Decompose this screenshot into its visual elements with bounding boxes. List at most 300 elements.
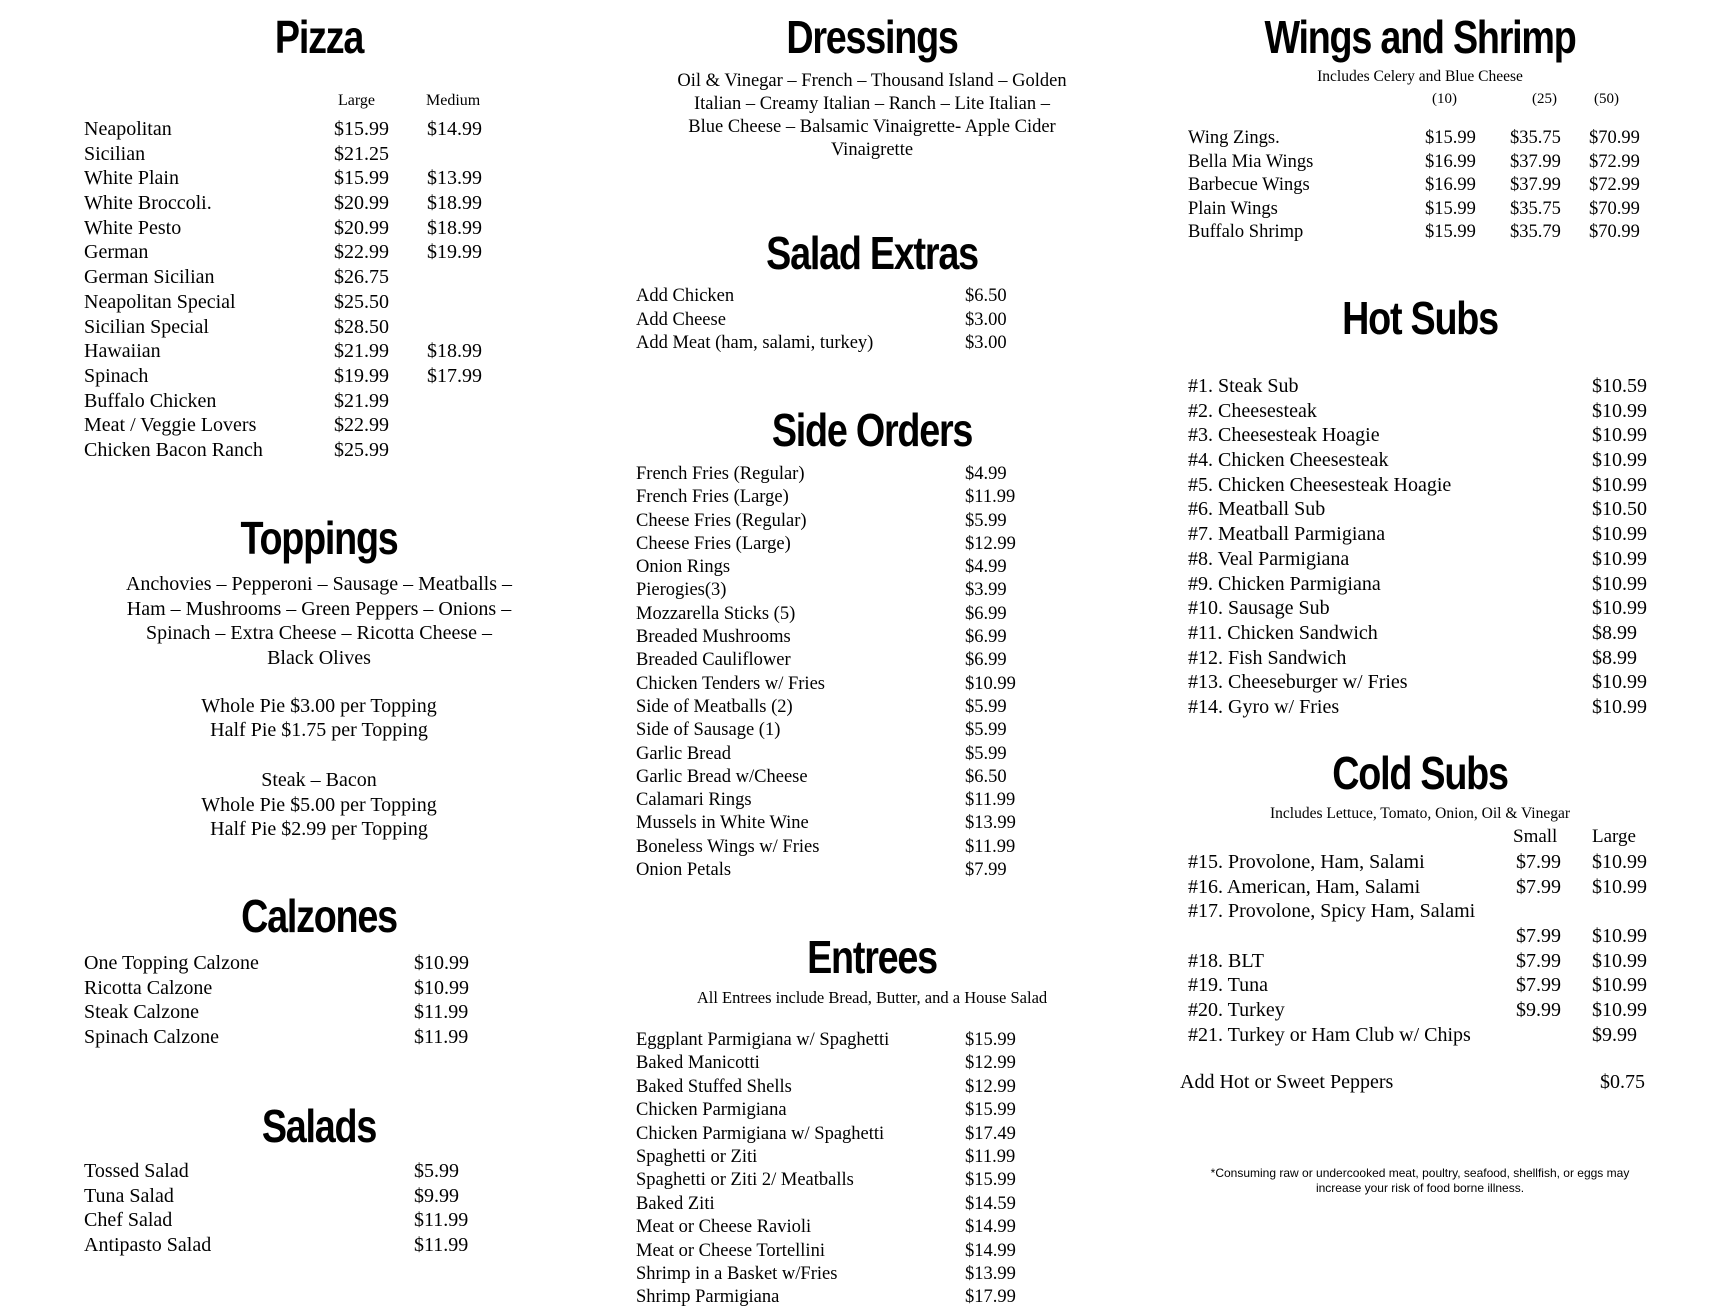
entree-item <box>632 1077 1112 1100</box>
pizza-medium-price: $18.99 <box>427 216 482 239</box>
entree-name: Baked Ziti <box>636 1193 715 1214</box>
wing-name: Bella Mia Wings <box>1188 151 1314 172</box>
side-order-item <box>632 534 1112 557</box>
cold-sub-large-price: $9.99 <box>1592 1023 1637 1046</box>
side-price: $3.99 <box>965 580 1007 601</box>
salads-list <box>84 1160 554 1259</box>
hot-sub-price: $10.99 <box>1592 424 1647 447</box>
calzone-name: Steak Calzone <box>84 1001 199 1024</box>
pizza-name: Sicilian <box>84 142 146 165</box>
pizza-large-price: $15.99 <box>334 118 389 140</box>
hot-sub-item <box>1180 696 1660 721</box>
pizza-item <box>84 192 554 217</box>
entree-item <box>632 1217 1112 1240</box>
hot-sub-price: $10.50 <box>1592 498 1647 521</box>
side-name: Breaded Mushrooms <box>636 627 791 648</box>
dressings-line: Oil & Vinegar – French – Thousand Island – Golden <box>677 71 1067 91</box>
entree-item <box>632 1124 1112 1147</box>
side-name: French Fries (Large) <box>636 487 789 508</box>
side-price: $6.99 <box>965 603 1007 624</box>
premium-half-pie: Half Pie $2.99 per Topping <box>210 818 428 840</box>
hot-sub-item <box>1180 548 1660 573</box>
entrees-title: Entrees <box>807 931 937 983</box>
wings-col-10: (10) <box>1432 91 1457 107</box>
entrees-list <box>632 1030 1112 1311</box>
dressings-title: Dressings <box>786 11 958 63</box>
whole-pie-price: Whole Pie $3.00 per Topping <box>201 695 437 717</box>
pizza-large-price: $28.50 <box>334 315 389 338</box>
wing-price-25: $37.99 <box>1510 175 1561 195</box>
entree-name: Meat or Cheese Ravioli <box>636 1217 812 1238</box>
entree-name: Spaghetti or Ziti 2/ Meatballs <box>636 1170 854 1191</box>
side-name: Side of Sausage (1) <box>636 720 781 741</box>
pizza-item <box>84 241 554 266</box>
side-price: $12.99 <box>965 533 1016 554</box>
pizza-name: Buffalo Chicken <box>84 389 217 412</box>
cold-sub-small-price: $7.99 <box>1516 851 1561 873</box>
entree-price: $14.99 <box>965 1217 1016 1238</box>
extra-price: $6.50 <box>965 286 1007 306</box>
pizza-large-price: $20.99 <box>334 192 389 215</box>
entree-name: Shrimp in a Basket w/Fries <box>636 1263 838 1284</box>
premium-whole-pie: Whole Pie $5.00 per Topping <box>201 794 437 816</box>
pizza-col-large: Large <box>338 92 376 109</box>
pizza-item <box>84 365 554 390</box>
hot-sub-name: #11. Chicken Sandwich <box>1188 621 1378 644</box>
hot-sub-name: #7. Meatball Parmigiana <box>1188 523 1386 546</box>
calzones-title: Calzones <box>241 890 397 942</box>
hot-subs-list <box>1180 375 1660 721</box>
salad-extra-item <box>632 310 1112 334</box>
entree-item <box>632 1030 1112 1053</box>
entree-name: Chicken Parmigiana <box>636 1100 787 1121</box>
side-price: $10.99 <box>965 673 1016 694</box>
side-price: $5.99 <box>965 743 1007 764</box>
side-order-item <box>632 464 1112 487</box>
wing-price-50: $72.99 <box>1589 175 1640 195</box>
wing-price-25: $35.75 <box>1510 198 1561 219</box>
side-name: Mussels in White Wine <box>636 813 809 834</box>
wings-list <box>1180 128 1660 246</box>
salad-price: $9.99 <box>414 1184 459 1207</box>
calzone-price: $11.99 <box>414 1001 469 1024</box>
hot-sub-name: #6. Meatball Sub <box>1188 498 1326 521</box>
hot-sub-name: #4. Chicken Cheesesteak <box>1188 449 1389 472</box>
extra-price: $3.00 <box>965 309 1007 330</box>
wing-price-25: $35.75 <box>1510 128 1561 148</box>
entree-price: $15.99 <box>965 1100 1016 1121</box>
pizza-large-price: $19.99 <box>334 364 389 387</box>
dressings-list <box>632 70 1112 162</box>
hot-sub-item <box>1180 400 1660 425</box>
pizza-item <box>84 316 554 341</box>
wing-name: Barbecue Wings <box>1188 175 1310 195</box>
pizza-large-price: $21.99 <box>334 389 389 412</box>
cold-sub-small-price: $7.99 <box>1516 875 1561 898</box>
side-order-item <box>632 650 1112 673</box>
cold-subs-title: Cold Subs <box>1332 747 1508 799</box>
cold-sub-item <box>1180 876 1660 901</box>
disclaimer-line-1: *Consuming raw or undercooked meat, poultry, seafood, shellfish, or eggs may <box>1210 1166 1630 1180</box>
pizza-medium-price: $19.99 <box>427 241 482 264</box>
cold-subs-col-small: Small <box>1513 826 1558 847</box>
side-name: Garlic Bread <box>636 743 732 764</box>
side-price: $11.99 <box>965 790 1016 811</box>
hot-sub-price: $10.99 <box>1592 572 1647 595</box>
hot-sub-name: #5. Chicken Cheesesteak Hoagie <box>1188 473 1452 496</box>
side-price: $4.99 <box>965 464 1007 484</box>
salad-name: Tuna Salad <box>84 1184 174 1207</box>
salad-extra-item <box>632 286 1112 310</box>
cold-sub-item <box>1180 999 1660 1024</box>
wings-subtitle: Includes Celery and Blue Cheese <box>1317 68 1523 85</box>
hot-sub-item <box>1180 573 1660 598</box>
salad-item <box>84 1209 554 1234</box>
entree-item <box>632 1147 1112 1170</box>
side-price: $7.99 <box>965 860 1007 881</box>
cold-sub-large-price: $10.99 <box>1592 875 1647 898</box>
wing-item <box>1180 128 1660 152</box>
pizza-name: Neapolitan Special <box>84 290 236 313</box>
side-order-item <box>632 813 1112 836</box>
entree-item <box>632 1287 1112 1310</box>
peppers-label: Add Hot or Sweet Peppers <box>1180 1071 1394 1093</box>
pizza-item <box>84 439 554 464</box>
wing-price-25: $35.79 <box>1510 222 1561 242</box>
toppings-list <box>84 572 554 670</box>
side-order-item <box>632 487 1112 510</box>
salad-extras-title: Salad Extras <box>766 227 978 279</box>
salad-item <box>84 1160 554 1185</box>
cold-sub-small-price: $9.99 <box>1516 999 1561 1022</box>
wing-item <box>1180 199 1660 223</box>
salad-name: Chef Salad <box>84 1209 173 1232</box>
cold-sub-name: #16. American, Ham, Salami <box>1188 875 1421 898</box>
pizza-name: White Broccoli. <box>84 192 212 215</box>
pizza-large-price: $22.99 <box>334 414 389 437</box>
side-order-item <box>632 860 1112 883</box>
dressings-line: Vinaigrette <box>830 140 914 160</box>
wing-price-50: $72.99 <box>1589 151 1640 172</box>
pizza-item <box>84 291 554 316</box>
side-price: $11.99 <box>965 487 1016 508</box>
side-name: Onion Petals <box>636 860 732 881</box>
pizza-large-price: $25.99 <box>334 438 389 461</box>
hot-sub-item <box>1180 424 1660 449</box>
pizza-large-price: $21.25 <box>334 142 389 165</box>
side-name: Breaded Cauliflower <box>636 650 791 671</box>
pizza-name: German Sicilian <box>84 266 215 289</box>
salad-price: $5.99 <box>414 1160 459 1182</box>
wing-price-25: $37.99 <box>1510 151 1561 172</box>
side-order-item <box>632 767 1112 790</box>
hot-sub-price: $10.99 <box>1592 449 1647 472</box>
pizza-large-price: $21.99 <box>334 340 389 363</box>
hot-sub-name: #10. Sausage Sub <box>1188 597 1330 620</box>
side-order-item <box>632 511 1112 534</box>
pizza-item <box>84 340 554 365</box>
hot-sub-price: $10.59 <box>1592 375 1647 397</box>
hot-sub-name: #14. Gyro w/ Fries <box>1188 695 1340 718</box>
salads-title: Salads <box>261 1100 377 1152</box>
pizza-name: German <box>84 241 149 264</box>
calzone-item <box>84 977 554 1002</box>
wing-price-50: $70.99 <box>1589 198 1640 219</box>
entree-name: Meat or Cheese Tortellini <box>636 1240 825 1261</box>
hot-sub-item <box>1180 671 1660 696</box>
cold-sub-small-price: $7.99 <box>1516 925 1561 948</box>
pizza-item <box>84 414 554 439</box>
pizza-medium-price: $13.99 <box>427 167 482 190</box>
hot-sub-price: $10.99 <box>1592 671 1647 694</box>
salad-item <box>84 1185 554 1210</box>
toppings-line: Anchovies – Pepperoni – Sausage – Meatballs – <box>125 573 513 595</box>
side-price: $6.50 <box>965 766 1007 787</box>
toppings-line: Ham – Mushrooms – Green Peppers – Onions – <box>126 597 512 620</box>
entree-item <box>632 1241 1112 1264</box>
side-price: $5.99 <box>965 696 1007 717</box>
pizza-large-price: $20.99 <box>334 216 389 239</box>
pizza-name: Hawaiian <box>84 340 161 363</box>
pizza-medium-price: $18.99 <box>427 192 482 215</box>
calzone-item <box>84 1026 554 1051</box>
cold-sub-large-price: $10.99 <box>1592 974 1647 997</box>
entree-item <box>632 1100 1112 1123</box>
hot-subs-title: Hot Subs <box>1342 292 1498 344</box>
pizza-title: Pizza <box>274 11 364 63</box>
side-price: $11.99 <box>965 836 1016 857</box>
entree-name: Shrimp Parmigiana <box>636 1287 780 1308</box>
wing-item <box>1180 175 1660 199</box>
hot-sub-item <box>1180 449 1660 474</box>
side-orders-list <box>632 464 1112 883</box>
entree-price: $15.99 <box>965 1030 1016 1050</box>
wing-price-10: $16.99 <box>1425 151 1476 172</box>
calzone-name: One Topping Calzone <box>84 952 259 974</box>
wing-name: Plain Wings <box>1188 198 1278 219</box>
hot-sub-item <box>1180 474 1660 499</box>
side-price: $5.99 <box>965 510 1007 531</box>
hot-sub-item <box>1180 498 1660 523</box>
cold-sub-name: #20. Turkey <box>1188 999 1285 1022</box>
disclaimer-line-2: increase your risk of food borne illness. <box>1315 1181 1525 1195</box>
entree-name: Chicken Parmigiana w/ Spaghetti <box>636 1123 885 1144</box>
hot-sub-item <box>1180 375 1660 400</box>
salad-extras-list <box>632 286 1112 357</box>
calzones-list <box>84 952 554 1051</box>
pizza-item <box>84 390 554 415</box>
wing-price-10: $16.99 <box>1425 175 1476 195</box>
hot-sub-price: $8.99 <box>1592 646 1637 669</box>
hot-sub-name: #13. Cheeseburger w/ Fries <box>1188 671 1408 694</box>
side-price: $5.99 <box>965 720 1007 741</box>
toppings-line: Spinach – Extra Cheese – Ricotta Cheese – <box>145 622 492 644</box>
side-name: Cheese Fries (Large) <box>636 533 791 554</box>
wing-name: Buffalo Shrimp <box>1188 222 1304 242</box>
cold-sub-large-price: $10.99 <box>1592 851 1647 873</box>
cold-sub-large-price: $10.99 <box>1592 999 1647 1022</box>
entree-name: Eggplant Parmigiana w/ Spaghetti <box>636 1030 890 1050</box>
cold-sub-item <box>1180 925 1660 950</box>
side-orders-title: Side Orders <box>771 404 973 456</box>
pizza-list <box>84 118 554 464</box>
wing-price-10: $15.99 <box>1425 198 1476 219</box>
calzone-item <box>84 952 554 977</box>
hot-sub-price: $10.99 <box>1592 695 1647 718</box>
extra-price: $3.00 <box>965 333 1007 353</box>
salad-name: Tossed Salad <box>84 1160 189 1182</box>
side-name: French Fries (Regular) <box>636 464 805 484</box>
hot-sub-name: #2. Cheesesteak <box>1188 399 1317 422</box>
side-name: Mozzarella Sticks (5) <box>636 603 796 624</box>
pizza-large-price: $15.99 <box>334 167 389 190</box>
pizza-name: Meat / Veggie Lovers <box>84 414 257 437</box>
hot-sub-item <box>1180 597 1660 622</box>
calzone-name: Spinach Calzone <box>84 1026 219 1049</box>
side-name: Pierogies(3) <box>636 580 727 601</box>
pizza-large-price: $26.75 <box>334 266 389 289</box>
pizza-item <box>84 217 554 242</box>
hot-sub-item <box>1180 523 1660 548</box>
side-name: Side of Meatballs (2) <box>636 696 793 717</box>
side-order-item <box>632 557 1112 580</box>
side-name: Cheese Fries (Regular) <box>636 510 807 531</box>
hot-sub-item <box>1180 622 1660 647</box>
cold-sub-item <box>1180 900 1660 925</box>
pizza-item <box>84 143 554 168</box>
wing-item <box>1180 152 1660 176</box>
cold-sub-item <box>1180 950 1660 975</box>
side-name: Boneless Wings w/ Fries <box>636 836 820 857</box>
side-price: $6.99 <box>965 650 1007 671</box>
toppings-line: Black Olives <box>267 646 371 669</box>
cold-sub-name: #15. Provolone, Ham, Salami <box>1188 851 1425 873</box>
side-order-item <box>632 604 1112 627</box>
pizza-name: Chicken Bacon Ranch <box>84 438 263 461</box>
cold-sub-small-price: $7.99 <box>1516 974 1561 997</box>
side-price: $6.99 <box>965 627 1007 648</box>
extra-name: Add Cheese <box>636 309 726 330</box>
salad-price: $11.99 <box>414 1209 469 1232</box>
cold-sub-small-price: $7.99 <box>1516 949 1561 972</box>
entree-name: Baked Manicotti <box>636 1053 760 1074</box>
wings-col-50: (50) <box>1594 91 1619 107</box>
entrees-subtitle: All Entrees include Bread, Butter, and a House Salad <box>696 988 1048 1007</box>
salad-item <box>84 1234 554 1259</box>
side-order-item <box>632 837 1112 860</box>
hot-sub-name: #12. Fish Sandwich <box>1188 646 1347 669</box>
pizza-name: Sicilian Special <box>84 315 209 338</box>
pizza-large-price: $22.99 <box>334 241 389 264</box>
pizza-medium-price: $18.99 <box>427 340 482 363</box>
wing-price-10: $15.99 <box>1425 222 1476 242</box>
wing-name: Wing Zings. <box>1188 128 1280 148</box>
hot-sub-price: $10.99 <box>1592 399 1647 422</box>
side-order-item <box>632 627 1112 650</box>
cold-subs-col-large: Large <box>1592 826 1636 847</box>
side-price: $13.99 <box>965 813 1016 834</box>
hot-sub-price: $8.99 <box>1592 621 1637 644</box>
side-order-item <box>632 720 1112 743</box>
pizza-item <box>84 266 554 291</box>
wing-item <box>1180 222 1660 246</box>
salad-extra-item <box>632 333 1112 357</box>
calzone-price: $11.99 <box>414 1026 469 1049</box>
dressings-line: Blue Cheese – Balsamic Vinaigrette- Apple Cider <box>688 117 1056 137</box>
entree-item <box>632 1264 1112 1287</box>
pizza-name: White Plain <box>84 167 179 190</box>
side-name: Garlic Bread w/Cheese <box>636 766 808 787</box>
premium-toppings: Steak – Bacon <box>261 769 377 791</box>
side-order-item <box>632 744 1112 767</box>
pizza-large-price: $25.50 <box>334 290 389 313</box>
hot-sub-price: $10.99 <box>1592 597 1647 620</box>
pizza-name: Neapolitan <box>84 118 172 140</box>
pizza-name: Spinach <box>84 364 149 387</box>
entree-name: Spaghetti or Ziti <box>636 1146 758 1167</box>
hot-sub-name: #8. Veal Parmigiana <box>1188 547 1350 570</box>
cold-subs-list <box>1180 851 1660 1049</box>
entree-item <box>632 1194 1112 1217</box>
hot-sub-price: $10.99 <box>1592 473 1647 496</box>
pizza-item <box>84 118 554 143</box>
side-order-item <box>632 697 1112 720</box>
wing-price-10: $15.99 <box>1425 128 1476 148</box>
entree-name: Baked Stuffed Shells <box>636 1076 792 1097</box>
toppings-title: Toppings <box>240 512 398 564</box>
hot-sub-name: #1. Steak Sub <box>1188 375 1299 397</box>
side-order-item <box>632 674 1112 697</box>
cold-subs-subtitle: Includes Lettuce, Tomato, Onion, Oil & Vinegar <box>1269 805 1571 822</box>
cold-sub-name: #18. BLT <box>1188 949 1264 972</box>
entree-price: $17.49 <box>965 1123 1016 1144</box>
cold-sub-large-price: $10.99 <box>1592 925 1647 948</box>
cold-sub-name: #21. Turkey or Ham Club w/ Chips <box>1188 1023 1471 1046</box>
wing-price-50: $70.99 <box>1589 222 1640 242</box>
salad-price: $11.99 <box>414 1234 469 1257</box>
dressings-line: Italian – Creamy Italian – Ranch – Lite Italian – <box>694 94 1050 114</box>
hot-sub-name: #3. Cheesesteak Hoagie <box>1188 424 1380 447</box>
hot-sub-name: #9. Chicken Parmigiana <box>1188 572 1381 595</box>
pizza-medium-price: $17.99 <box>427 364 482 387</box>
calzone-name: Ricotta Calzone <box>84 976 213 999</box>
food-safety-disclaimer <box>1180 1166 1660 1196</box>
side-name: Chicken Tenders w/ Fries <box>636 673 825 694</box>
half-pie-price: Half Pie $1.75 per Topping <box>210 719 428 741</box>
entree-price: $12.99 <box>965 1053 1016 1074</box>
extra-name: Add Chicken <box>636 286 735 306</box>
side-price: $4.99 <box>965 557 1007 578</box>
entree-price: $11.99 <box>965 1146 1016 1167</box>
hot-sub-price: $10.99 <box>1592 547 1647 570</box>
pizza-name: White Pesto <box>84 216 182 239</box>
entree-price: $13.99 <box>965 1263 1016 1284</box>
cold-sub-item <box>1180 974 1660 999</box>
cold-sub-large-price: $10.99 <box>1592 949 1647 972</box>
wings-col-25: (25) <box>1532 91 1557 107</box>
wing-price-50: $70.99 <box>1589 128 1640 148</box>
extra-name: Add Meat (ham, salami, turkey) <box>636 333 874 353</box>
side-order-item <box>632 580 1112 603</box>
entree-price: $15.99 <box>965 1170 1016 1191</box>
calzone-price: $10.99 <box>414 976 469 999</box>
cold-sub-name: #17. Provolone, Spicy Ham, Salami <box>1188 900 1476 923</box>
entree-item <box>632 1170 1112 1193</box>
entree-item <box>632 1053 1112 1076</box>
entree-price: $17.99 <box>965 1287 1016 1308</box>
entree-price: $12.99 <box>965 1076 1016 1097</box>
entree-price: $14.99 <box>965 1240 1016 1261</box>
